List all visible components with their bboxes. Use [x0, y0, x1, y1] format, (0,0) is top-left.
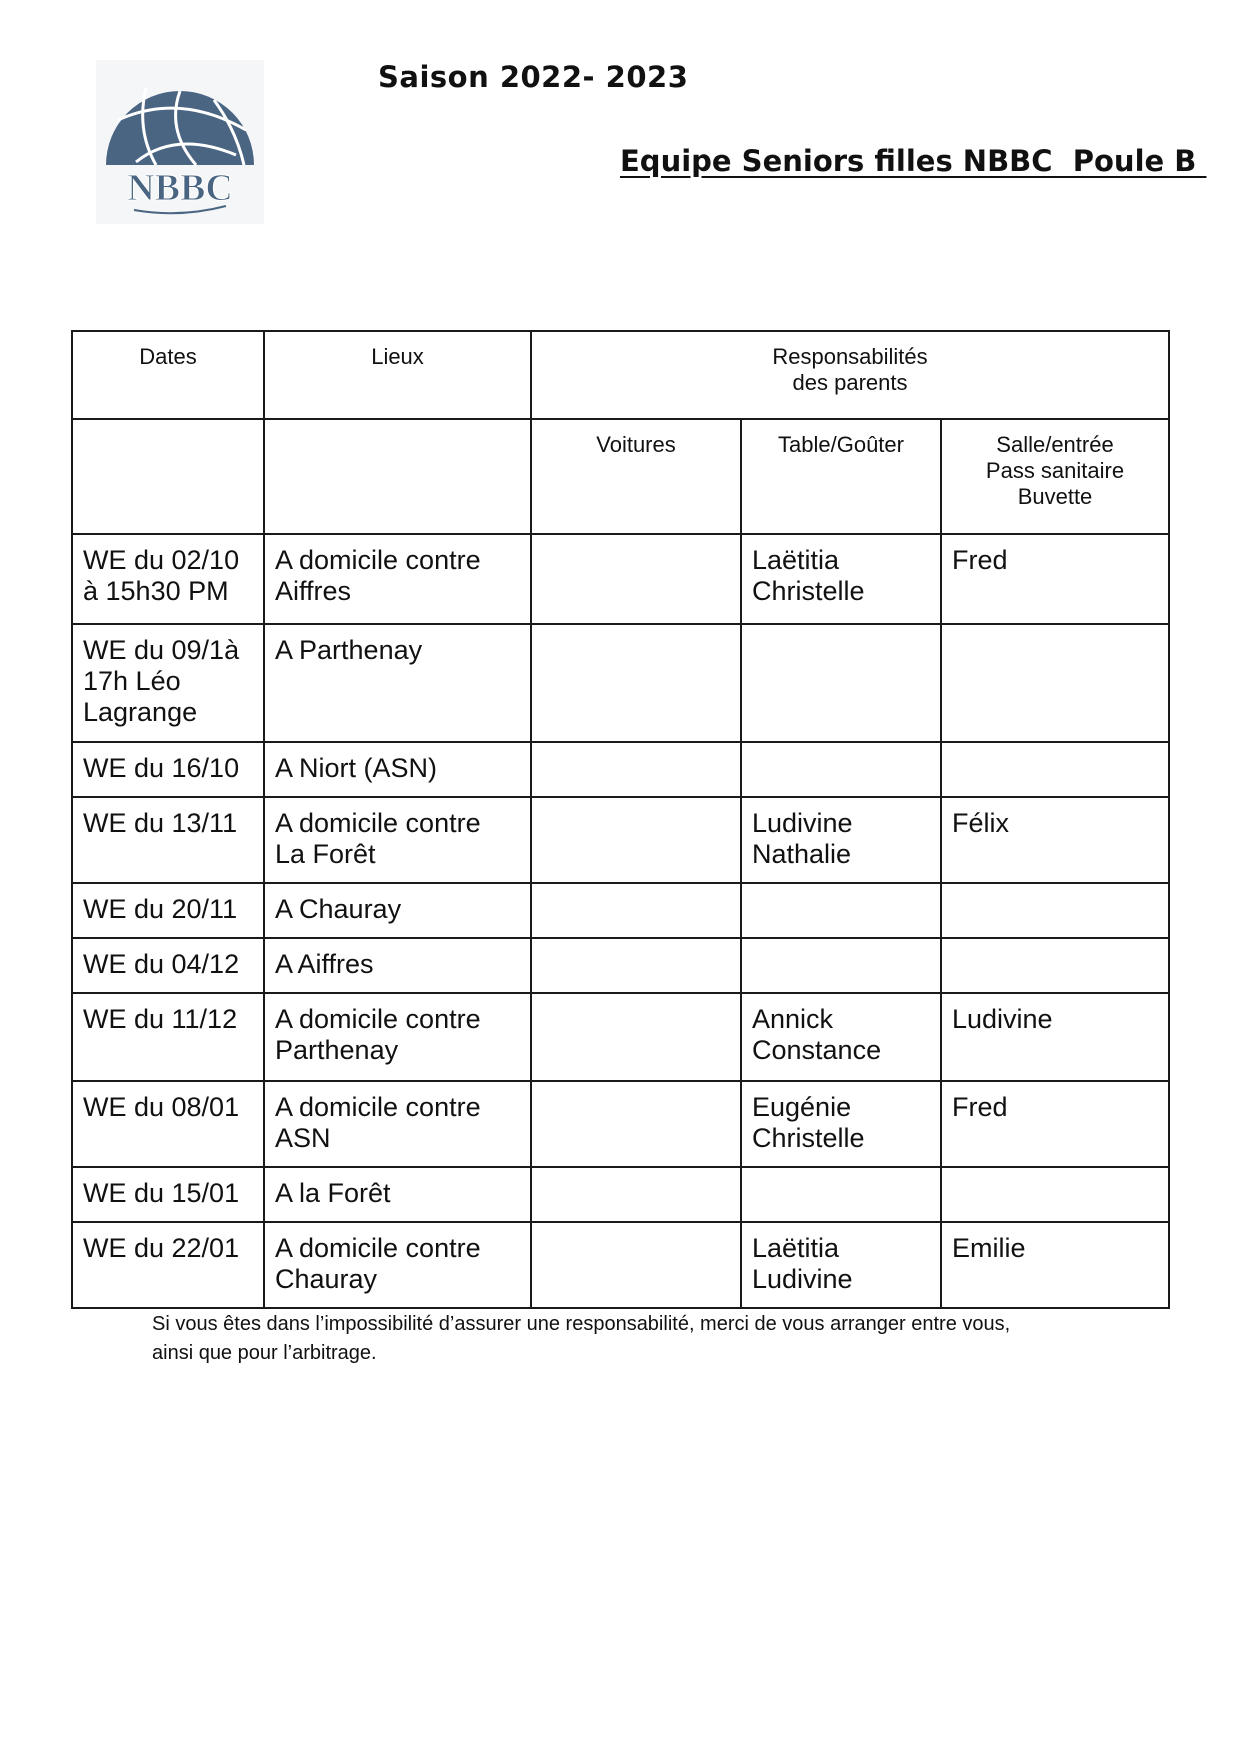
table-gouter-cell-line: Constance — [752, 1035, 882, 1065]
footer-note — [152, 1310, 1112, 1368]
date-cell-line: 17h Léo — [83, 666, 181, 696]
date-cell-line: WE du 22/01 — [83, 1233, 240, 1263]
table-row — [72, 1081, 1169, 1167]
lieu-cell-line: A Niort (ASN) — [275, 753, 438, 783]
voitures-cell — [531, 624, 741, 742]
table-gouter-cell-line: Ludivine — [752, 1264, 853, 1294]
date-cell — [72, 742, 264, 797]
date-cell-line: WE du 11/12 — [83, 1004, 238, 1034]
header-table-gouter: Table/Goûter — [741, 419, 941, 534]
lieu-cell — [264, 534, 531, 624]
date-cell-line: WE du 20/11 — [83, 894, 238, 924]
lieu-cell — [264, 883, 531, 938]
date-cell-line: WE du 13/11 — [83, 808, 238, 838]
header-lieux: Lieux — [264, 331, 531, 419]
voitures-cell — [531, 534, 741, 624]
header-salle-line: Buvette — [1017, 484, 1093, 509]
salle-cell-line: Fred — [952, 545, 1008, 575]
table-gouter-cell — [741, 1222, 941, 1308]
table-row — [72, 797, 1169, 883]
header-salle-line: Salle/entrée — [996, 432, 1114, 457]
lieu-cell-line: A domicile contre — [275, 545, 481, 575]
table-row — [72, 993, 1169, 1081]
voitures-cell — [531, 1222, 741, 1308]
lieu-cell-line: A la Forêt — [275, 1178, 391, 1208]
date-cell-line: WE du 16/10 — [83, 753, 240, 783]
lieu-cell-line: ASN — [275, 1123, 331, 1153]
table-gouter-cell — [741, 624, 941, 742]
table-gouter-cell — [741, 797, 941, 883]
voitures-cell — [531, 883, 741, 938]
lieu-cell-line: A Chauray — [275, 894, 402, 924]
lieu-cell-line: A Parthenay — [275, 635, 423, 665]
lieu-cell-line: Parthenay — [275, 1035, 399, 1065]
table-row — [72, 1222, 1169, 1308]
table-gouter-cell — [741, 883, 941, 938]
footer-note-line: Si vous êtes dans l’impossibilité d’assurer une responsabilité, merci de vous arranger entre vous, — [152, 1313, 1011, 1335]
table-gouter-cell-line: Ludivine — [752, 808, 853, 838]
lieu-cell-line: Chauray — [275, 1264, 378, 1294]
date-cell — [72, 534, 264, 624]
date-cell-line: WE du 09/1à — [83, 635, 240, 665]
table-row — [72, 624, 1169, 742]
date-cell — [72, 797, 264, 883]
team-title: Equipe Seniors filles NBBC Poule B — [620, 144, 1207, 178]
date-cell — [72, 624, 264, 742]
responsibility-table — [71, 330, 1170, 1309]
salle-cell-line: Ludivine — [952, 1004, 1053, 1034]
lieu-cell — [264, 797, 531, 883]
salle-cell — [941, 624, 1169, 742]
voitures-cell — [531, 993, 741, 1081]
lieu-cell-line: La Forêt — [275, 839, 376, 869]
table-gouter-cell-line: Christelle — [752, 576, 865, 606]
date-cell-line: WE du 15/01 — [83, 1178, 240, 1208]
table-gouter-cell-line: Nathalie — [752, 839, 852, 869]
table-gouter-cell — [741, 742, 941, 797]
voitures-cell — [531, 797, 741, 883]
header-salle — [941, 419, 1169, 534]
header-empty — [72, 419, 264, 534]
salle-cell — [941, 534, 1169, 624]
date-cell — [72, 938, 264, 993]
lieu-cell — [264, 1222, 531, 1308]
lieu-cell — [264, 938, 531, 993]
date-cell — [72, 1081, 264, 1167]
lieu-cell — [264, 993, 531, 1081]
salle-cell-line: Félix — [952, 808, 1010, 838]
salle-cell — [941, 1222, 1169, 1308]
table-gouter-cell — [741, 1081, 941, 1167]
header-responsabilites-line: des parents — [792, 370, 908, 395]
date-cell-line: WE du 02/10 — [83, 545, 240, 575]
table-gouter-cell — [741, 938, 941, 993]
header-responsabilites — [531, 331, 1169, 419]
table-row — [72, 883, 1169, 938]
date-cell — [72, 1222, 264, 1308]
lieu-cell-line: A domicile contre — [275, 1092, 481, 1122]
date-cell-line: WE du 08/01 — [83, 1092, 240, 1122]
salle-cell — [941, 993, 1169, 1081]
header-dates: Dates — [72, 331, 264, 419]
table-row — [72, 1167, 1169, 1222]
table-gouter-cell-line: Christelle — [752, 1123, 865, 1153]
date-cell-line: WE du 04/12 — [83, 949, 240, 979]
header-salle-line: Pass sanitaire — [985, 458, 1125, 483]
footer-note-line: ainsi que pour l’arbitrage. — [152, 1342, 377, 1364]
lieu-cell-line: A domicile contre — [275, 1004, 481, 1034]
table-gouter-cell — [741, 993, 941, 1081]
lieu-cell — [264, 624, 531, 742]
lieu-cell — [264, 1167, 531, 1222]
salle-cell — [941, 1081, 1169, 1167]
voitures-cell — [531, 1081, 741, 1167]
voitures-cell — [531, 742, 741, 797]
lieu-cell-line: Aiffres — [275, 576, 352, 606]
table-row — [72, 742, 1169, 797]
logo-text: NBBC — [127, 167, 233, 209]
table-gouter-cell-line: Eugénie — [752, 1092, 852, 1122]
table-gouter-cell-line: Annick — [752, 1004, 834, 1034]
table-gouter-cell — [741, 534, 941, 624]
lieu-cell-line: A domicile contre — [275, 808, 481, 838]
salle-cell — [941, 797, 1169, 883]
header-voitures: Voitures — [531, 419, 741, 534]
date-cell — [72, 993, 264, 1081]
lieu-cell — [264, 742, 531, 797]
date-cell — [72, 883, 264, 938]
date-cell — [72, 1167, 264, 1222]
salle-cell-line: Fred — [952, 1092, 1008, 1122]
salle-cell-line: Emilie — [952, 1233, 1026, 1263]
lieu-cell-line: A domicile contre — [275, 1233, 481, 1263]
table-row — [72, 938, 1169, 993]
lieu-cell — [264, 1081, 531, 1167]
table-gouter-cell — [741, 1167, 941, 1222]
salle-cell — [941, 742, 1169, 797]
basketball-icon — [96, 60, 264, 224]
date-cell-line: Lagrange — [83, 697, 198, 727]
header-empty — [264, 419, 531, 534]
nbbc-logo — [96, 60, 264, 224]
table-gouter-cell-line: Laëtitia — [752, 1233, 840, 1263]
voitures-cell — [531, 938, 741, 993]
lieu-cell-line: A Aiffres — [275, 949, 374, 979]
salle-cell — [941, 883, 1169, 938]
header-responsabilites-line: Responsabilités — [772, 344, 928, 369]
voitures-cell — [531, 1167, 741, 1222]
salle-cell — [941, 1167, 1169, 1222]
season-title: Saison 2022- 2023 — [378, 60, 689, 94]
salle-cell — [941, 938, 1169, 993]
date-cell-line: à 15h30 PM — [83, 576, 229, 606]
table-gouter-cell-line: Laëtitia — [752, 545, 840, 575]
table-row — [72, 534, 1169, 624]
